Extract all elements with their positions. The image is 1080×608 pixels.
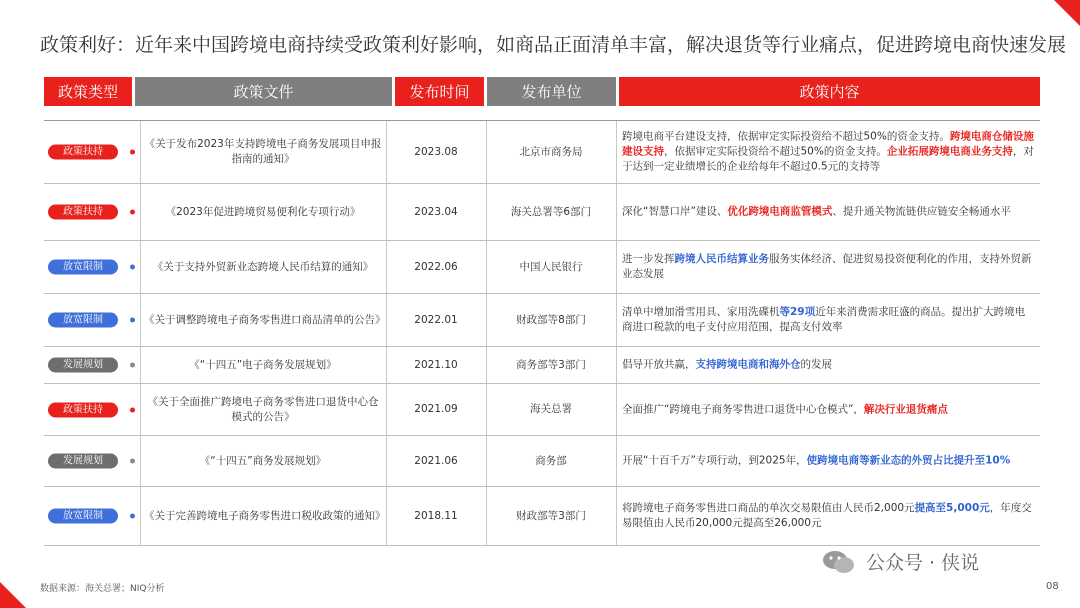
policy-content (616, 384, 1040, 435)
policy-document: 《“十四五”商务发展规划》 (199, 454, 327, 467)
table-row (44, 294, 1040, 347)
policy-content-text (622, 205, 1034, 220)
table-row (44, 120, 1040, 184)
publish-date: 2022.06 (414, 260, 458, 273)
header-document: 政策文件 (135, 77, 392, 106)
publish-unit: 海关总署 (530, 403, 572, 415)
content-text: 的发展 (800, 358, 832, 371)
content-text: 近年来消费需求旺盛的商品。提出扩大跨境电商进口税款的电子支付应用范围，提高支付效率 (622, 306, 1026, 333)
column-divider (386, 241, 387, 293)
data-source: 数据来源：海关总署；NIQ分析 (40, 584, 165, 594)
content-text: 将跨境电子商务零售进口商品的单次交易限值由人民币2,000元 (622, 502, 915, 514)
policy-document: 《“十四五”电子商务发展规划》 (189, 358, 337, 371)
publish-date: 2018.11 (414, 509, 458, 522)
header-date: 发布时间 (395, 77, 484, 106)
policy-document: 《关于发布2023年支持跨境电子商务发展项目申报指南的通知》 (144, 138, 382, 165)
policy-document: 《关于调整跨境电子商务零售进口商品清单的公告》 (144, 313, 386, 326)
column-divider (616, 121, 617, 183)
bullet-dot (130, 265, 135, 270)
publish-unit: 中国人民银行 (519, 260, 583, 273)
policy-content (616, 121, 1040, 183)
policy-content (616, 294, 1040, 346)
watermark (822, 548, 979, 575)
policy-content-text (622, 305, 1034, 335)
column-divider (386, 184, 387, 240)
column-divider (386, 294, 387, 346)
publish-unit: 商务部 (535, 454, 567, 467)
policy-content-text (622, 130, 1034, 175)
column-divider (486, 184, 487, 240)
policy-content-text (622, 358, 1034, 373)
column-divider (486, 241, 487, 293)
type-cell (44, 384, 140, 435)
highlight-text: 解决行业退货痛点 (863, 403, 948, 415)
column-divider (386, 384, 387, 435)
table-row (44, 436, 1040, 487)
column-divider (386, 487, 387, 545)
page-number: 08 (1046, 581, 1059, 592)
publish-date: 2021.09 (414, 403, 458, 415)
column-divider (616, 436, 617, 486)
bullet-dot (130, 150, 135, 155)
policy-document: 《关于完善跨境电子商务零售进口税收政策的通知》 (144, 509, 386, 522)
column-divider (140, 487, 141, 545)
content-text: 倡导开放共赢， (622, 358, 696, 371)
column-divider (486, 487, 487, 545)
column-divider (486, 347, 487, 383)
policy-document: 《关于全面推广跨境电子商务零售进口退货中心仓模式的公告》 (147, 395, 379, 423)
content-text: 进一步发挥 (622, 253, 675, 265)
table-row (44, 347, 1040, 384)
publish-unit: 财政部等3部门 (516, 509, 586, 522)
column-divider (386, 121, 387, 183)
column-divider (616, 384, 617, 435)
highlight-text: 企业拓展跨境电商业务支持 (886, 145, 1013, 158)
column-divider (486, 121, 487, 183)
content-text: ，年度交易限值由人民币20,000元提高至26,000元 (622, 502, 1032, 529)
content-text: 开展“十百千万”专项行动，到2025年， (622, 454, 807, 467)
bullet-dot (130, 210, 135, 215)
column-divider (140, 184, 141, 240)
highlight-text: 跨境人民币结算业务 (674, 253, 769, 265)
policy-type-badge: 政策扶持 (48, 402, 118, 417)
policy-content (616, 241, 1040, 293)
column-divider (140, 384, 141, 435)
watermark-text: 公众号 · 侠说 (866, 552, 980, 574)
column-divider (386, 436, 387, 486)
content-text: 清单中增加滑雪用具、家用洗碟机 (622, 306, 780, 318)
policy-content (616, 347, 1040, 383)
page-title: 政策利好：近年来中国跨境电商持续受政策利好影响，如商品正面清单丰富，解决退货等行业痛点，促进跨境电商快速发展 (40, 34, 1067, 56)
highlight-text: 优化跨境电商监管模式 (727, 205, 833, 218)
policy-type-badge: 放宽限制 (48, 260, 118, 275)
bullet-dot (130, 459, 135, 464)
policy-type-badge: 放宽限制 (48, 509, 118, 524)
type-cell (44, 121, 140, 183)
column-divider (616, 184, 617, 240)
table-header (44, 77, 1040, 106)
type-cell (44, 184, 140, 240)
policy-table (44, 77, 1040, 529)
highlight-text: 等29项 (779, 306, 816, 318)
table-row (44, 487, 1040, 546)
policy-type-badge: 政策扶持 (48, 145, 118, 160)
policy-type-badge: 发展规划 (48, 358, 118, 373)
publish-unit: 财政部等8部门 (516, 313, 586, 326)
highlight-text: 跨境电商仓储设施建设支持 (622, 130, 1034, 158)
type-cell (44, 487, 140, 545)
type-cell (44, 294, 140, 346)
bullet-dot (130, 407, 135, 412)
column-divider (140, 121, 141, 183)
content-text: 深化“智慧口岸”建设、 (622, 205, 728, 218)
publish-unit: 北京市商务局 (519, 145, 583, 158)
header-unit: 发布单位 (487, 77, 616, 106)
content-text: 跨境电商平台建设支持，依据审定实际投资给不超过50%的资金支持。 (622, 130, 950, 143)
policy-content (616, 487, 1040, 545)
bullet-dot (130, 318, 135, 323)
type-cell (44, 436, 140, 486)
content-text: 全面推广“跨境电子商务零售进口退货中心仓模式”， (622, 403, 864, 415)
type-cell (44, 241, 140, 293)
content-text: 、提升通关物流链供应链安全畅通水平 (832, 205, 1011, 218)
policy-content-text (622, 402, 1034, 417)
policy-document: 《关于支持外贸新业态跨境人民币结算的通知》 (152, 260, 374, 273)
publish-date: 2021.10 (414, 358, 458, 371)
bullet-dot (130, 514, 135, 519)
content-text: 服务实体经济、促进贸易投资便利化的作用，支持外贸新业态发展 (622, 253, 1032, 280)
highlight-text: 支持跨境电商和海外仓 (695, 358, 801, 371)
bullet-dot (130, 363, 135, 368)
type-cell (44, 347, 140, 383)
column-divider (386, 347, 387, 383)
content-text: ，对于达到一定业绩增长的企业给每年不超过0.5元的支持等 (622, 145, 1034, 173)
column-divider (616, 487, 617, 545)
publish-unit: 商务部等3部门 (516, 358, 586, 371)
column-divider (486, 384, 487, 435)
policy-document: 《2023年促进跨境贸易便利化专项行动》 (165, 205, 361, 218)
column-divider (140, 294, 141, 346)
wechat-icon (822, 550, 856, 574)
policy-content-text (622, 454, 1034, 469)
header-type: 政策类型 (44, 77, 132, 106)
publish-date: 2021.06 (414, 454, 458, 467)
policy-content-text (622, 252, 1034, 282)
column-divider (486, 294, 487, 346)
table-row (44, 241, 1040, 294)
highlight-text: 提高至5,000元 (914, 502, 990, 514)
column-divider (616, 347, 617, 383)
column-divider (616, 294, 617, 346)
highlight-text: 使跨境电商等新业态的外贸占比提升至10% (806, 454, 1011, 467)
column-divider (140, 436, 141, 486)
corner-decoration-bottom (0, 582, 26, 608)
policy-content-text (622, 501, 1034, 531)
content-text: ，依据审定实际投资给不超过50%的资金支持。 (664, 145, 887, 158)
column-divider (140, 241, 141, 293)
policy-content (616, 184, 1040, 240)
publish-date: 2022.01 (414, 313, 458, 326)
column-divider (616, 241, 617, 293)
policy-content (616, 436, 1040, 486)
publish-unit: 海关总署等6部门 (510, 205, 592, 218)
policy-type-badge: 政策扶持 (48, 205, 118, 220)
corner-decoration-top (1054, 0, 1080, 26)
column-divider (486, 436, 487, 486)
table-row (44, 184, 1040, 241)
policy-type-badge: 放宽限制 (48, 313, 118, 328)
column-divider (140, 347, 141, 383)
header-content: 政策内容 (619, 77, 1040, 106)
publish-date: 2023.08 (414, 145, 458, 158)
policy-type-badge: 发展规划 (48, 454, 118, 469)
table-row (44, 384, 1040, 436)
publish-date: 2023.04 (414, 205, 458, 218)
